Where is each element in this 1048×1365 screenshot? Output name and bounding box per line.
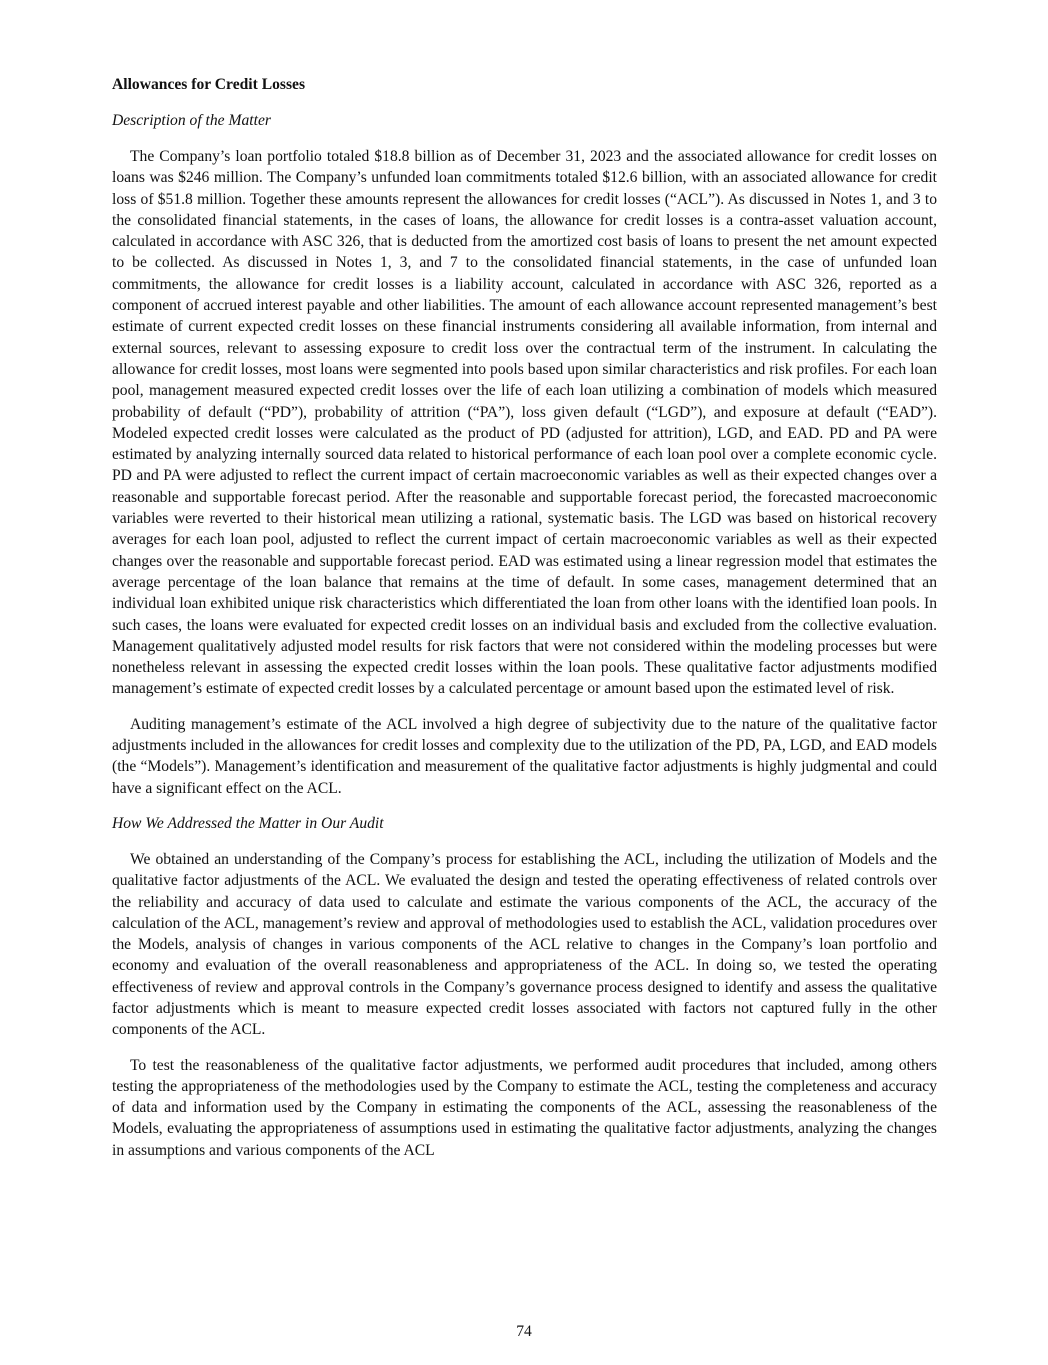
document-page bbox=[112, 74, 937, 1175]
section-heading: Allowances for Credit Losses bbox=[112, 76, 306, 93]
paragraph-audit-1: We obtained an understanding of the Company’s process for establishing the ACL, including the utilization of Models and the qualitative factor adjustments of the ACL. We evaluated the design and tested the operating effectiveness of related controls over the reliability and accuracy of data used to calculate and estimate the various components of the ACL, the accuracy of the calculation of the ACL, management’s review and approval of methodologies used to establish the ACL, validation procedures over the Models, analysis of changes in various components of the ACL relative to changes in the Company’s loan portfolio and economy and evaluation of the overall reasonableness and appropriateness of the ACL. In doing so, we tested the operating effectiveness of review and approval controls in the Company’s governance process designed to identify and assess the qualitative factor adjustments which is meant to measure expected credit losses associated with factors not captured fully in the other components of the ACL. bbox=[112, 850, 937, 1039]
paragraph-description-1: The Company’s loan portfolio totaled $18.8 billion as of December 31, 2023 and the associated allowance for credit losses on loans was $246 million. The Company’s unfunded loan commitments totaled $12.6 billion, with an associated allowance for credit loss of $51.8 million. Together these amounts represent the allowances for credit losses (“ACL”). As discussed in Notes 1, and 3 to the consolidated financial statements, in the cases of loans, the allowance for credit losses is a contra-asset valuation account, calculated in accordance with ASC 326, that is deducted from the amortized cost basis of loans to present the net amount expected to be collected. As discussed in Notes 1, 3, and 7 to the consolidated financial statements, in the case of unfunded loan commitments, the allowance for credit losses is a liability account, calculated in accordance with ASC 326, reported as a component of accrued interest payable and other liabilities. The amount of each allowance account represented management’s best estimate of current expected credit losses on these financial instruments considering all available information, from internal and external sources, relevant to assessing exposure to credit loss over the contractual term of the instrument. In calculating the allowance for credit losses, most loans were segmented into pools based upon similar characteristics and risk profiles. For each loan pool, management measured expected credit losses over the life of each loan utilizing a combination of models which measured probability of default (“PD”), probability of attrition (“PA”), loss given default (“LGD”), and exposure at default (“EAD”). Modeled expected credit losses were calculated as the product of PD (adjusted for attrition), LGD, and EAD. PD and PA were estimated by analyzing internally sourced data related to historical performance of each loan pool over a complete economic cycle. PD and PA were adjusted to reflect the current impact of certain macroeconomic variables as well as their expected changes over a reasonable and supportable forecast period. After the reasonable and supportable forecast period, the forecasted macroeconomic variables were reverted to their historical mean utilizing a rational, systematic basis. The LGD was based on historical recovery averages for each loan pool, adjusted to reflect the current impact of certain macroeconomic variables as well as their expected changes over the reasonable and supportable forecast period. EAD was estimated using a linear regression model that estimates the average percentage of the loan balance that remains at the time of default. In some cases, management determined that an individual loan exhibited unique risk characteristics which differentiated the loan from other loans with the identified loan pools. In such cases, the loans were evaluated for expected credit losses on an individual basis and excluded from the collective evaluation. Management qualitatively adjusted model results for risk factors that were not considered within the modeling processes but were nonetheless relevant in assessing the expected credit losses within the loan pools. These qualitative factor adjustments modified management’s estimate of expected credit losses by a calculated percentage or amount based upon the estimated level of risk. bbox=[112, 148, 937, 698]
page-number: 74 bbox=[516, 1323, 532, 1340]
paragraph-audit-2: To test the reasonableness of the qualitative factor adjustments, we performed audit procedures that included, among others testing the appropriateness of the methodologies used by the Company to estimate the ACL, testing the completeness and accuracy of data and information used by the Company in estimating the components of the ACL, assessing the reasonableness of the Models, evaluating the appropriateness of assumptions used in estimating the qualitative factor adjustments, analyzing the changes in assumptions and various components of the ACL bbox=[112, 1056, 937, 1159]
subsection-title-audit: How We Addressed the Matter in Our Audit bbox=[112, 814, 384, 832]
subsection-title-description: Description of the Matter bbox=[112, 112, 271, 129]
paragraph-description-2: Auditing management’s estimate of the ACL involved a high degree of subjectivity due to the nature of the qualitative factor adjustments included in the allowances for credit losses and complexity due to the utilization of the PD, PA, LGD, and EAD models (the “Models”). Management’s identification and measurement of the qualitative factor adjustments is highly judgmental and could have a significant effect on the ACL. bbox=[112, 715, 937, 797]
